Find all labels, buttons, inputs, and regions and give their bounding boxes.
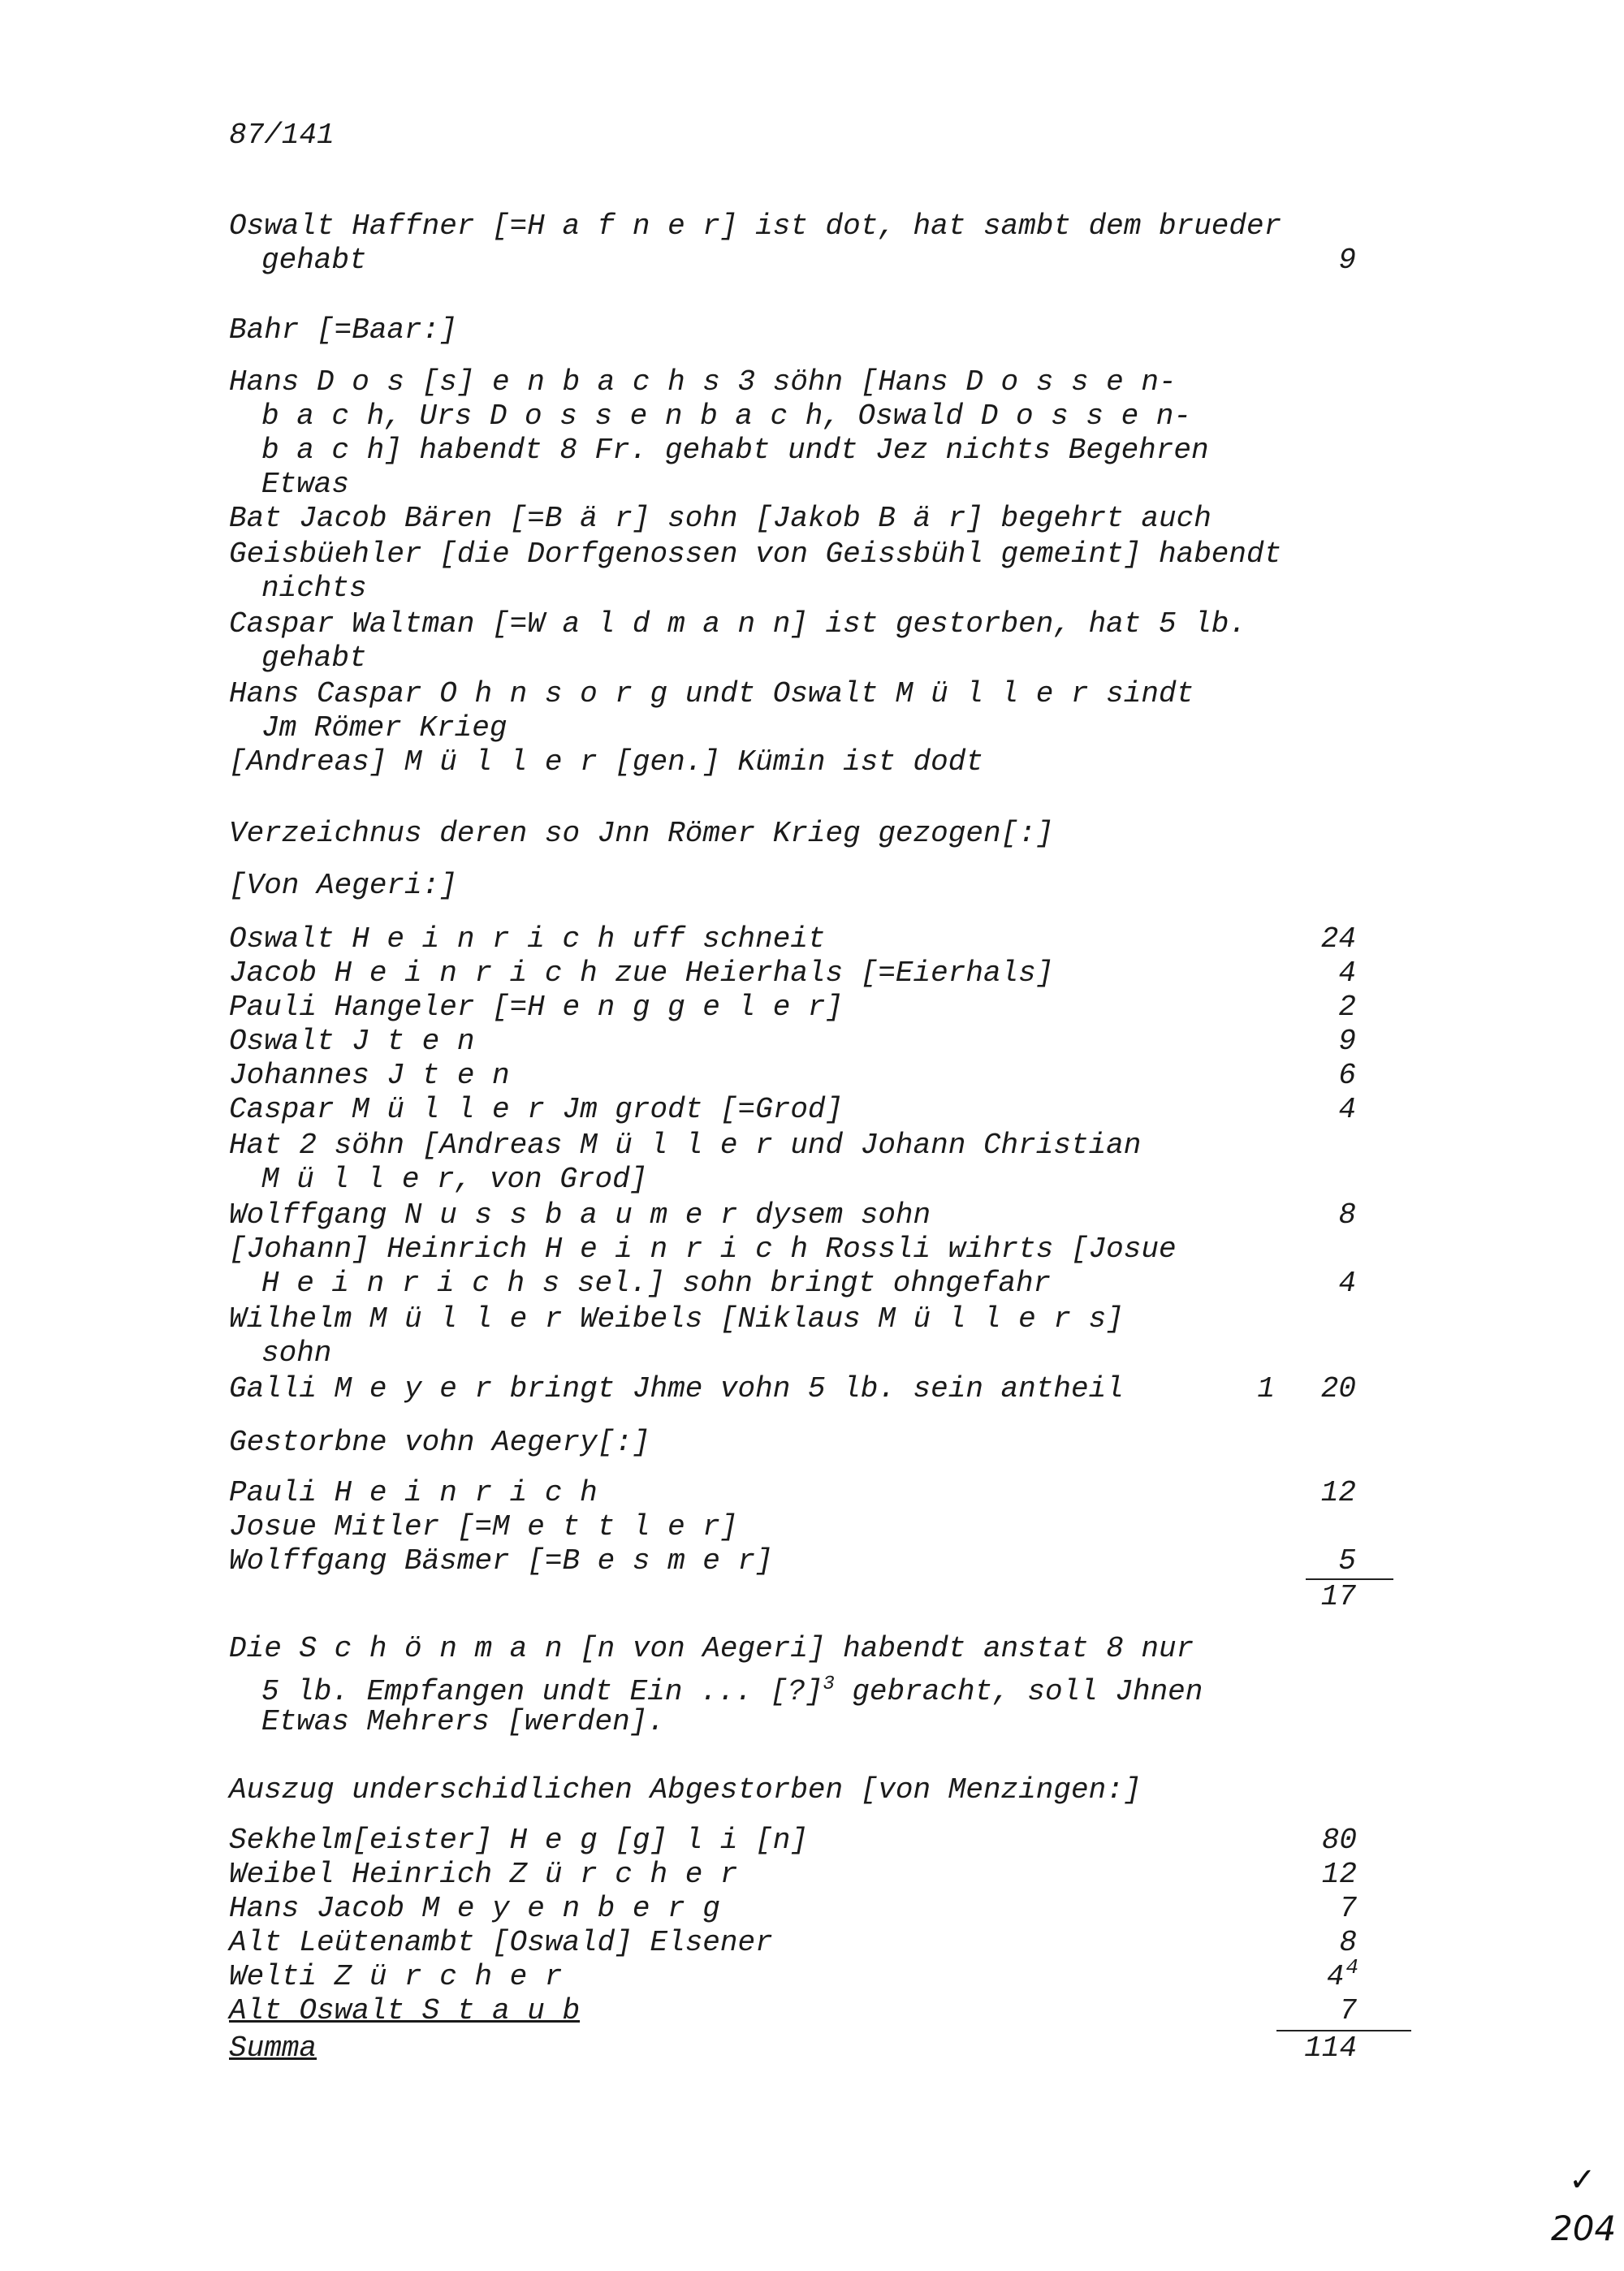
entry-mueller-sons-line1: Hat 2 söhn [Andreas M ü l l e r und Johann Christian [229,1129,1142,1162]
entry-dossenbach-line3: b a c h] habendt 8 Fr. gehabt undt Jez nichts Begehren [261,434,1209,467]
list-item: Oswalt J t e n [229,1025,475,1058]
list-item-value: 12 [1320,1476,1356,1509]
entry-dossenbach-line2: b a c h, Urs D o s s e n b a c h, Oswald D o s s e n- [261,399,1191,433]
folio-number: 204 [1551,2208,1617,2248]
summa-label: Summa [229,2031,317,2065]
list-item: Caspar M ü l l e r Jm grodt [=Grod] [229,1093,844,1126]
entry-haffner-line1: Oswalt Haffner [=H a f n e r] ist dot, hat sambt dem brueder [229,209,1282,243]
entry-nussbaumer: Wolffgang N u s s b a u m e r dysem sohn [229,1198,931,1232]
summa-value: 114 [1304,2031,1357,2065]
list-item-value: 5 [1338,1544,1356,1578]
list-item-value: 24 [1320,922,1356,956]
page-reference: 87/141 [229,119,335,152]
entry-heinrich-rossli-line1: [Johann] Heinrich H e i n r i c h Rossli wihrts [Josue [229,1233,1177,1266]
section-heading-verzeichnus: Verzeichnus deren so Jnn Römer Krieg gezogen[:] [229,817,1054,850]
list-item: Alt Oswalt S t a u b [229,1994,581,2027]
list-item-value: 8 [1339,1926,1357,1959]
entry-geisbuehler-line2: nichts [261,572,367,605]
section-heading-auszug: Auszug underschidlichen Abgestorben [von Menzingen:] [229,1773,1142,1807]
entry-dossenbach-line1: Hans D o s [s] e n b a c h s 3 söhn [Hans D o s s e n- [229,365,1177,399]
list-item-value: 12 [1321,1858,1357,1891]
list-item-value: 4 [1338,1093,1356,1126]
list-item-value-text: 4 [1326,1960,1345,1993]
entry-ohnsorg-line1: Hans Caspar O h n s o r g undt Oswalt M ü l l e r sindt [229,677,1194,710]
list-item-value: 80 [1321,1824,1357,1857]
list-item: Alt Leütenambt [Oswald] Elsener [229,1926,773,1959]
entry-schoenman-line3: Etwas Mehrers [werden]. [261,1705,665,1738]
entry-galli-meyer-value-a: 1 [1257,1372,1275,1405]
entry-waltman-line1: Caspar Waltman [=W a l d m a n n] ist gestorben, hat 5 lb. [229,607,1247,641]
list-item: Pauli Hangeler [=H e n g g e l e r] [229,991,844,1024]
entry-baer: Bat Jacob Bären [=B ä r] sohn [Jakob B ä r] begehrt auch [229,502,1212,535]
entry-kuemin: [Andreas] M ü l l e r [gen.] Kümin ist dodt [229,745,983,779]
entry-geisbuehler-line1: Geisbüehler [die Dorfgenossen von Geissbühl gemeint] habendt [229,538,1282,571]
list-item: Josue Mitler [=M e t t l e r] [229,1510,738,1544]
entry-heinrich-rossli-line2: H e i n r i c h s sel.] sohn bringt ohngefahr [261,1267,1052,1300]
footnote-marker: 3 [823,1673,835,1695]
list-item-value: 4 [1338,956,1356,990]
list-item: Pauli H e i n r i c h [229,1476,598,1509]
list-item-value: 6 [1338,1059,1356,1092]
list-item: Johannes J t e n [229,1059,510,1092]
entry-mueller-sons-line2: M ü l l e r, von Grod] [261,1163,648,1196]
entry-schoenman-line2 [261,1668,1203,1709]
entry-schoenman-line2-text-cont: gebracht, soll Jhnen [834,1675,1203,1708]
entry-waltman-line2: gehabt [261,641,367,675]
entry-wilhelm-mueller-line1: Wilhelm M ü l l e r Weibels [Niklaus M ü l l e r s] [229,1302,1124,1336]
entry-haffner-line2: gehabt [261,244,367,277]
list-item-value: 9 [1338,1025,1356,1058]
entry-wilhelm-mueller-line2: sohn [261,1336,332,1370]
list-item-value: 2 [1338,991,1356,1024]
list-item: Sekhelm[eister] H e g [g] l i [n] [229,1824,808,1857]
section-subheading-aegeri: [Von Aegeri:] [229,869,457,902]
section-heading-gestorbne: Gestorbne vohn Aegery[:] [229,1426,650,1459]
list-item-value: 7 [1339,1892,1357,1925]
list-item: Hans Jacob M e y e n b e r g [229,1892,720,1925]
list-item: Jacob H e i n r i c h zue Heierhals [=Eierhals] [229,956,1054,990]
entry-schoenman-line1: Die S c h ö n m a n [n von Aegeri] habendt anstat 8 nur [229,1632,1194,1665]
entry-dossenbach-line4: Etwas [261,468,350,501]
list-item-value: 7 [1339,1994,1357,2027]
list-item-value [1259,1955,1358,1996]
section-heading-bahr: Bahr [=Baar:] [229,313,457,347]
entry-heinrich-rossli-value: 4 [1338,1267,1356,1300]
entry-nussbaumer-value: 8 [1338,1198,1356,1232]
entry-ohnsorg-line2: Jm Römer Krieg [261,711,508,745]
handwritten-correction: 4 [1345,1955,1358,1980]
list-item: Welti Z ü r c h e r [229,1960,563,1993]
entry-haffner-value: 9 [1338,244,1356,277]
list-item: Weibel Heinrich Z ü r c h e r [229,1858,738,1891]
entry-galli-meyer: Galli M e y e r bringt Jhme vohn 5 lb. sein antheil [229,1372,1124,1405]
entry-schoenman-line2-text: 5 lb. Empfangen undt Ein ... [?] [261,1675,823,1708]
list-item: Oswalt H e i n r i c h uff schneit [229,922,826,956]
entry-galli-meyer-value-b: 20 [1320,1372,1356,1405]
gestorbne-total: 17 [1320,1580,1356,1613]
list-item: Wolffgang Bäsmer [=B e s m e r] [229,1544,773,1578]
checkmark-icon: ✓ [1569,2161,1596,2199]
